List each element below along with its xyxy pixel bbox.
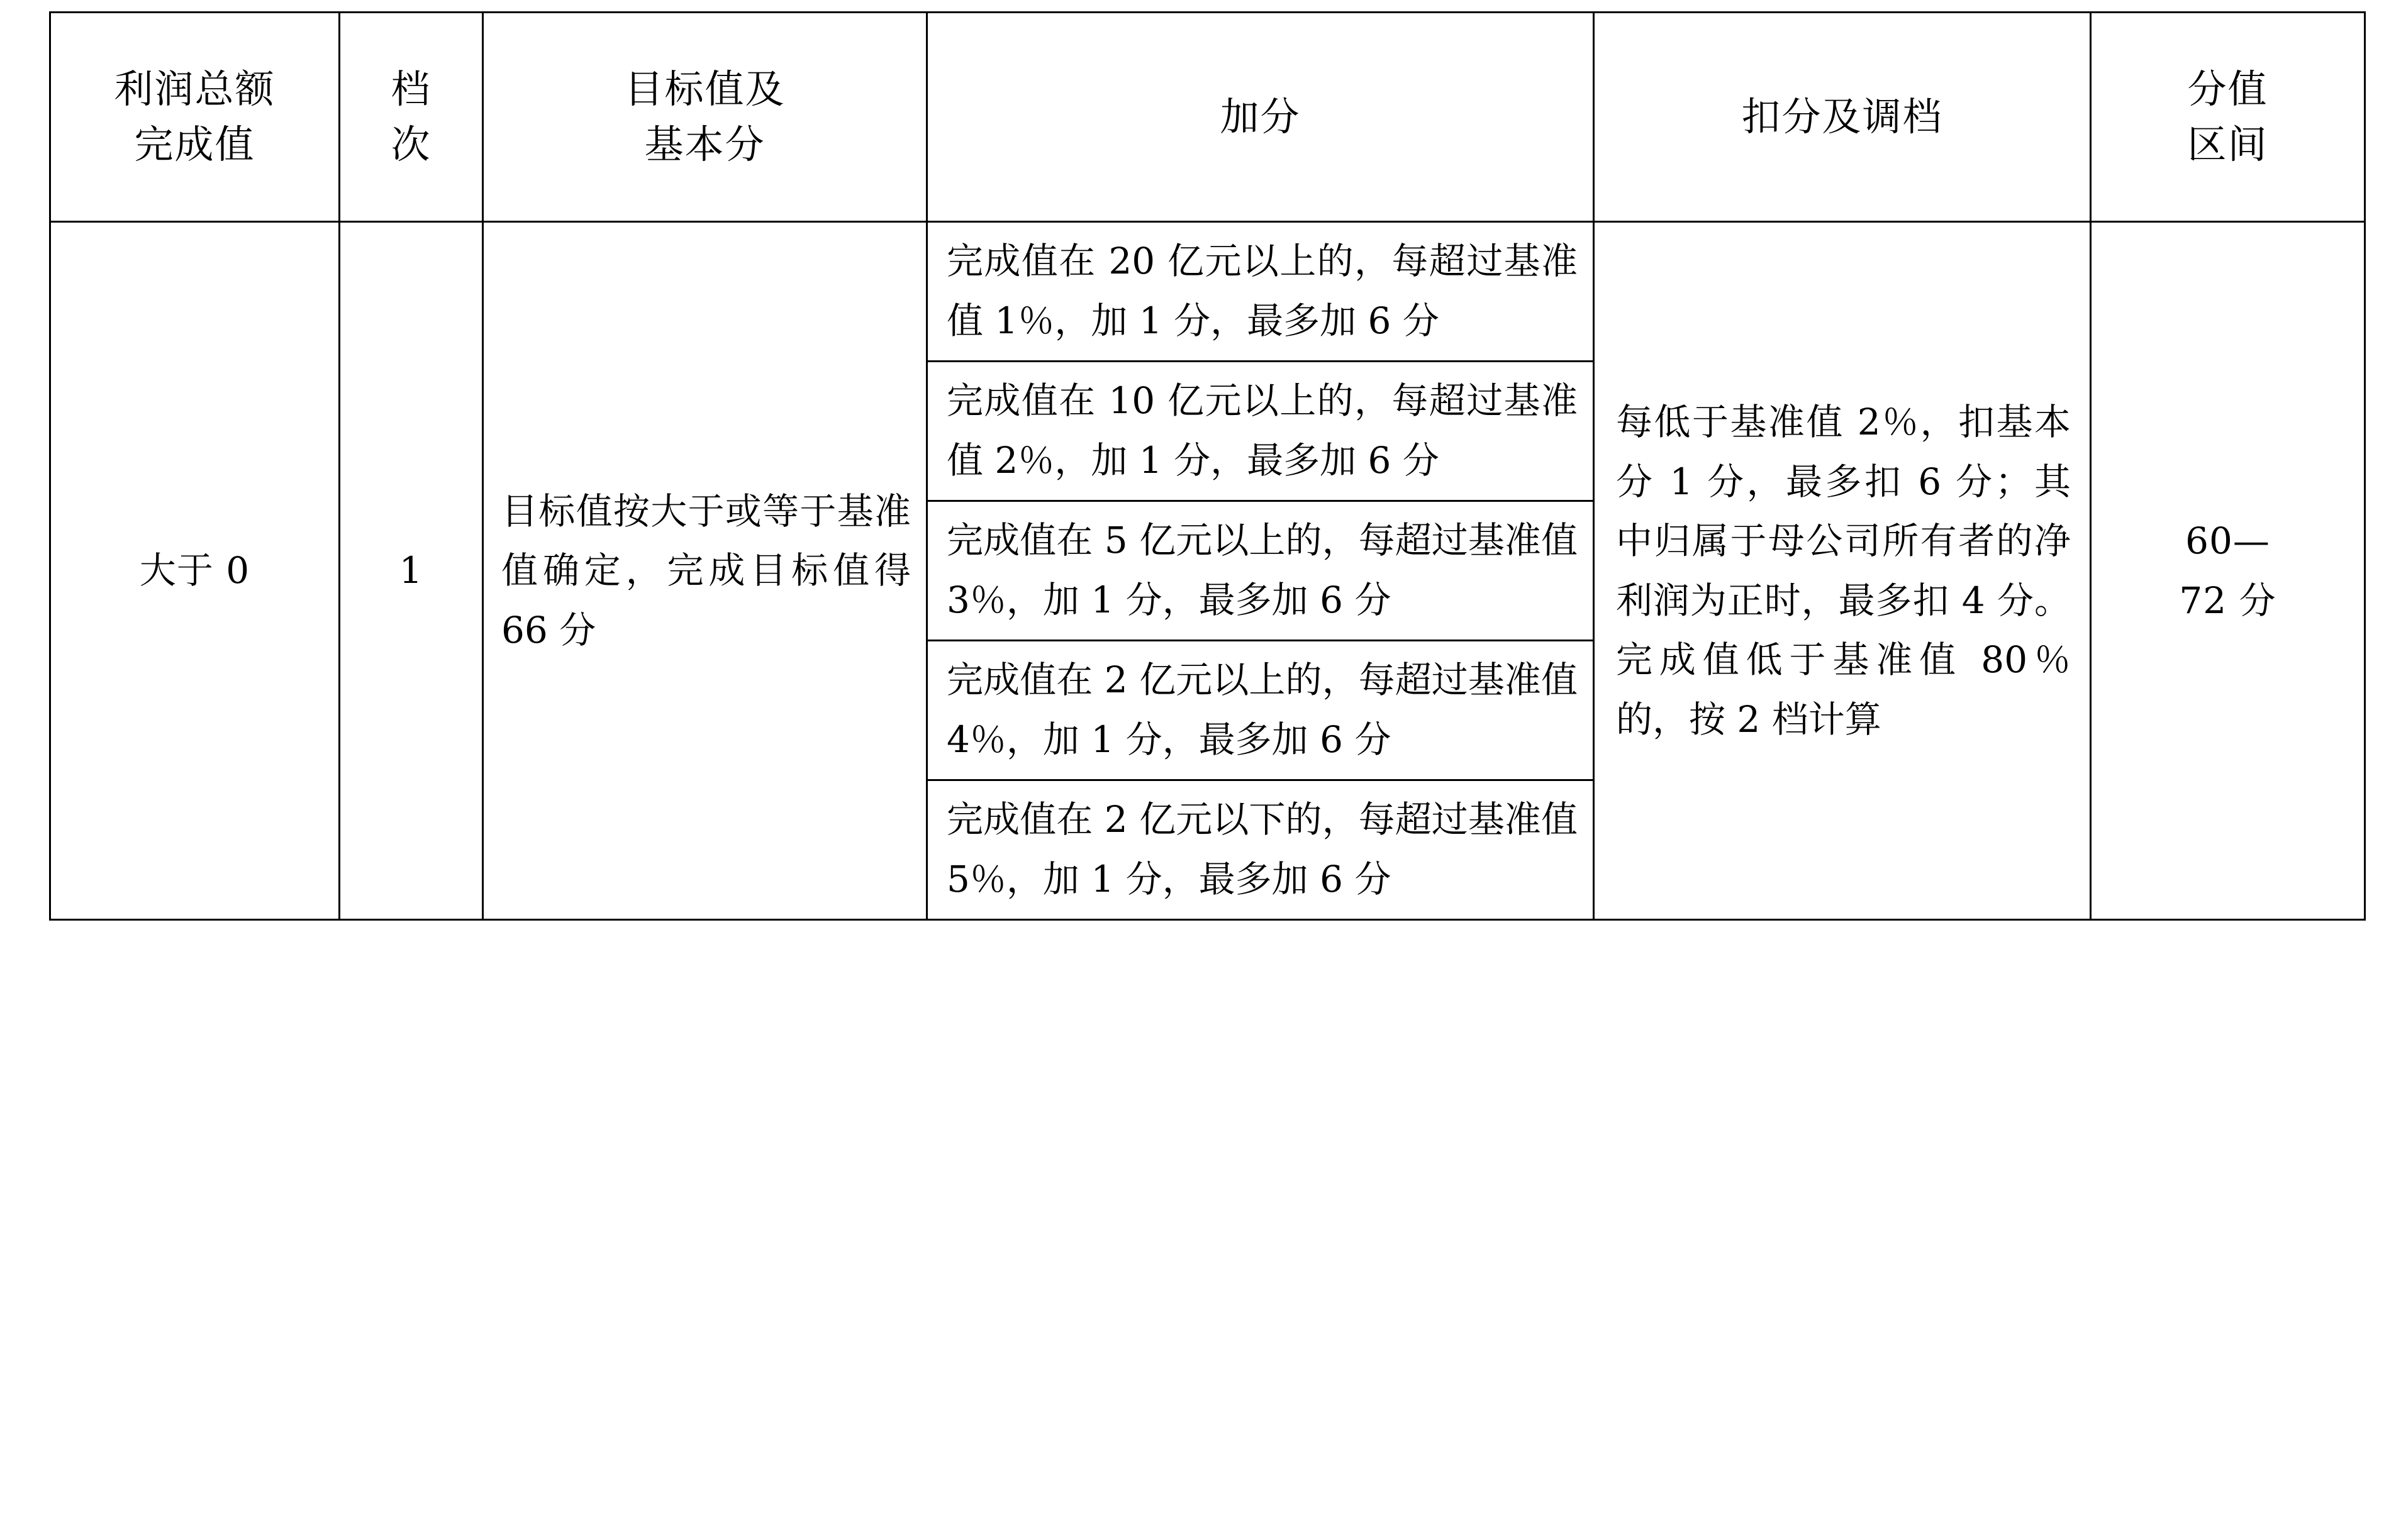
header-target-and-base-score: 目标值及 基本分 [483,13,927,222]
cell-target-and-base-score: 目标值按大于或等于基准值确定，完成目标值得 66 分 [483,222,927,920]
cell-bonus-points [927,222,1594,920]
bonus-item-row [928,223,1593,362]
cell-completion-value: 大于 0 [50,222,340,920]
cell-deduction-and-adjustment: 每低于基准值 2％，扣基本分 1 分，最多扣 6 分；其中归属于母公司所有者的净利润为正时，最多扣 4 分。完成值低于基准值 80％的，按 2 档计算 [1594,222,2091,920]
bonus-item-row [928,780,1593,919]
table-row [50,222,2365,920]
bonus-items-table [928,223,1593,919]
header-deduction-and-adjustment: 扣分及调档 [1594,13,2091,222]
bonus-item: 完成值在 20 亿元以上的，每超过基准值 1％，加 1 分，最多加 6 分 [928,223,1593,362]
cell-score-range: 60— 72 分 [2091,222,2365,920]
header-bonus-points: 加分 [927,13,1594,222]
performance-score-table [49,11,2366,921]
bonus-item: 完成值在 5 亿元以上的，每超过基准值 3％，加 1 分，最多加 6 分 [928,501,1593,641]
header-score-range: 分值 区间 [2091,13,2365,222]
bonus-item-row [928,501,1593,641]
header-rank: 档 次 [340,13,483,222]
bonus-item: 完成值在 10 亿元以上的，每超过基准值 2％，加 1 分，最多加 6 分 [928,362,1593,501]
bonus-item-row [928,641,1593,780]
bonus-item-row [928,362,1593,501]
table-header-row [50,13,2365,222]
bonus-item: 完成值在 2 亿元以上的，每超过基准值 4％，加 1 分，最多加 6 分 [928,641,1593,780]
header-profit-total-completion: 利润总额 完成值 [50,13,340,222]
bonus-item: 完成值在 2 亿元以下的，每超过基准值 5％，加 1 分，最多加 6 分 [947,798,1578,900]
cell-rank: 1 [340,222,483,920]
